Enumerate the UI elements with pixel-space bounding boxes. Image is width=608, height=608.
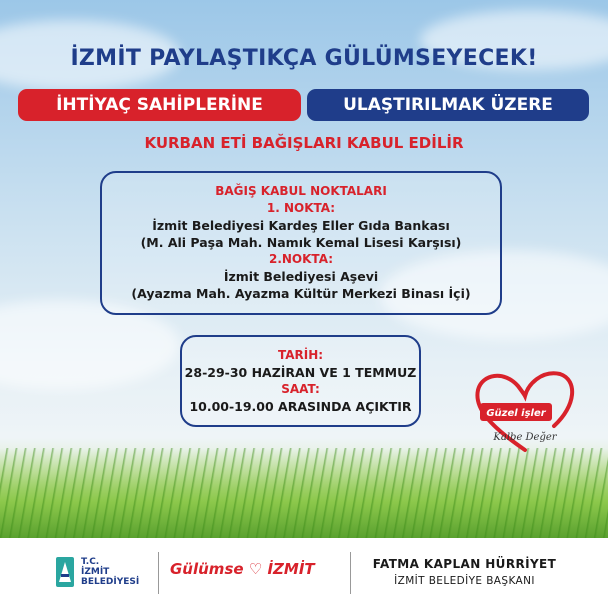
mayor-name: FATMA KAPLAN HÜRRİYET	[372, 557, 557, 571]
izmit-logo	[55, 556, 139, 588]
point2-name: İzmit Belediyesi Aşevi	[223, 269, 379, 284]
heart-small-icon: ♡	[248, 560, 263, 578]
mayor-title: İZMİT BELEDİYE BAŞKANI	[394, 575, 535, 587]
date-value: 28-29-30 HAZİRAN VE 1 TEMMUZ	[184, 365, 417, 380]
subheadline: KURBAN ETİ BAĞIŞLARI KABUL EDİLİR	[144, 134, 464, 152]
point2-label: 2.NOKTA:	[268, 252, 333, 266]
point1-label: 1. NOKTA:	[266, 201, 336, 215]
date-label: TARİH:	[277, 348, 324, 362]
headline: İZMİT PAYLAŞTIKÇA GÜLÜMSEYECEK!	[70, 46, 538, 71]
logo-line3: BELEDİYESİ	[81, 577, 140, 587]
point2-address: (Ayazma Mah. Ayazma Kültür Merkezi Binası İçi)	[131, 286, 471, 301]
footer	[0, 538, 608, 608]
logo-line2: İZMİT	[81, 567, 110, 577]
time-label: SAAT:	[281, 382, 320, 396]
schedule-box	[180, 335, 421, 427]
divider	[158, 552, 159, 594]
pill-deliver: ULAŞTIRILMAK ÜZERE	[307, 89, 589, 121]
mayor-block	[362, 557, 567, 587]
municipality-logo-icon	[55, 556, 75, 588]
donation-points-box	[100, 171, 502, 315]
badge-line2: Kalbe Değer	[493, 432, 557, 443]
point1-name: İzmit Belediyesi Kardeş Eller Gıda Bankası	[152, 218, 450, 233]
time-value: 10.00-19.00 ARASINDA AÇIKTIR	[189, 399, 412, 414]
points-title: BAĞIŞ KABUL NOKTALARI	[215, 184, 387, 198]
badge-line1: Güzel işler	[486, 408, 546, 419]
slogan-part-a: Gülümse	[170, 560, 244, 578]
slogan-part-b: İZMİT	[267, 560, 315, 578]
heart-badge-icon	[470, 366, 580, 456]
logo-line1: T.C.	[81, 557, 100, 567]
grass-field	[0, 448, 608, 538]
divider	[350, 552, 351, 594]
point1-address: (M. Ali Paşa Mah. Namık Kemal Lisesi Karşısı)	[140, 235, 462, 250]
slogan	[170, 560, 315, 578]
pill-needy: İHTİYAÇ SAHİPLERİNE	[18, 89, 301, 121]
